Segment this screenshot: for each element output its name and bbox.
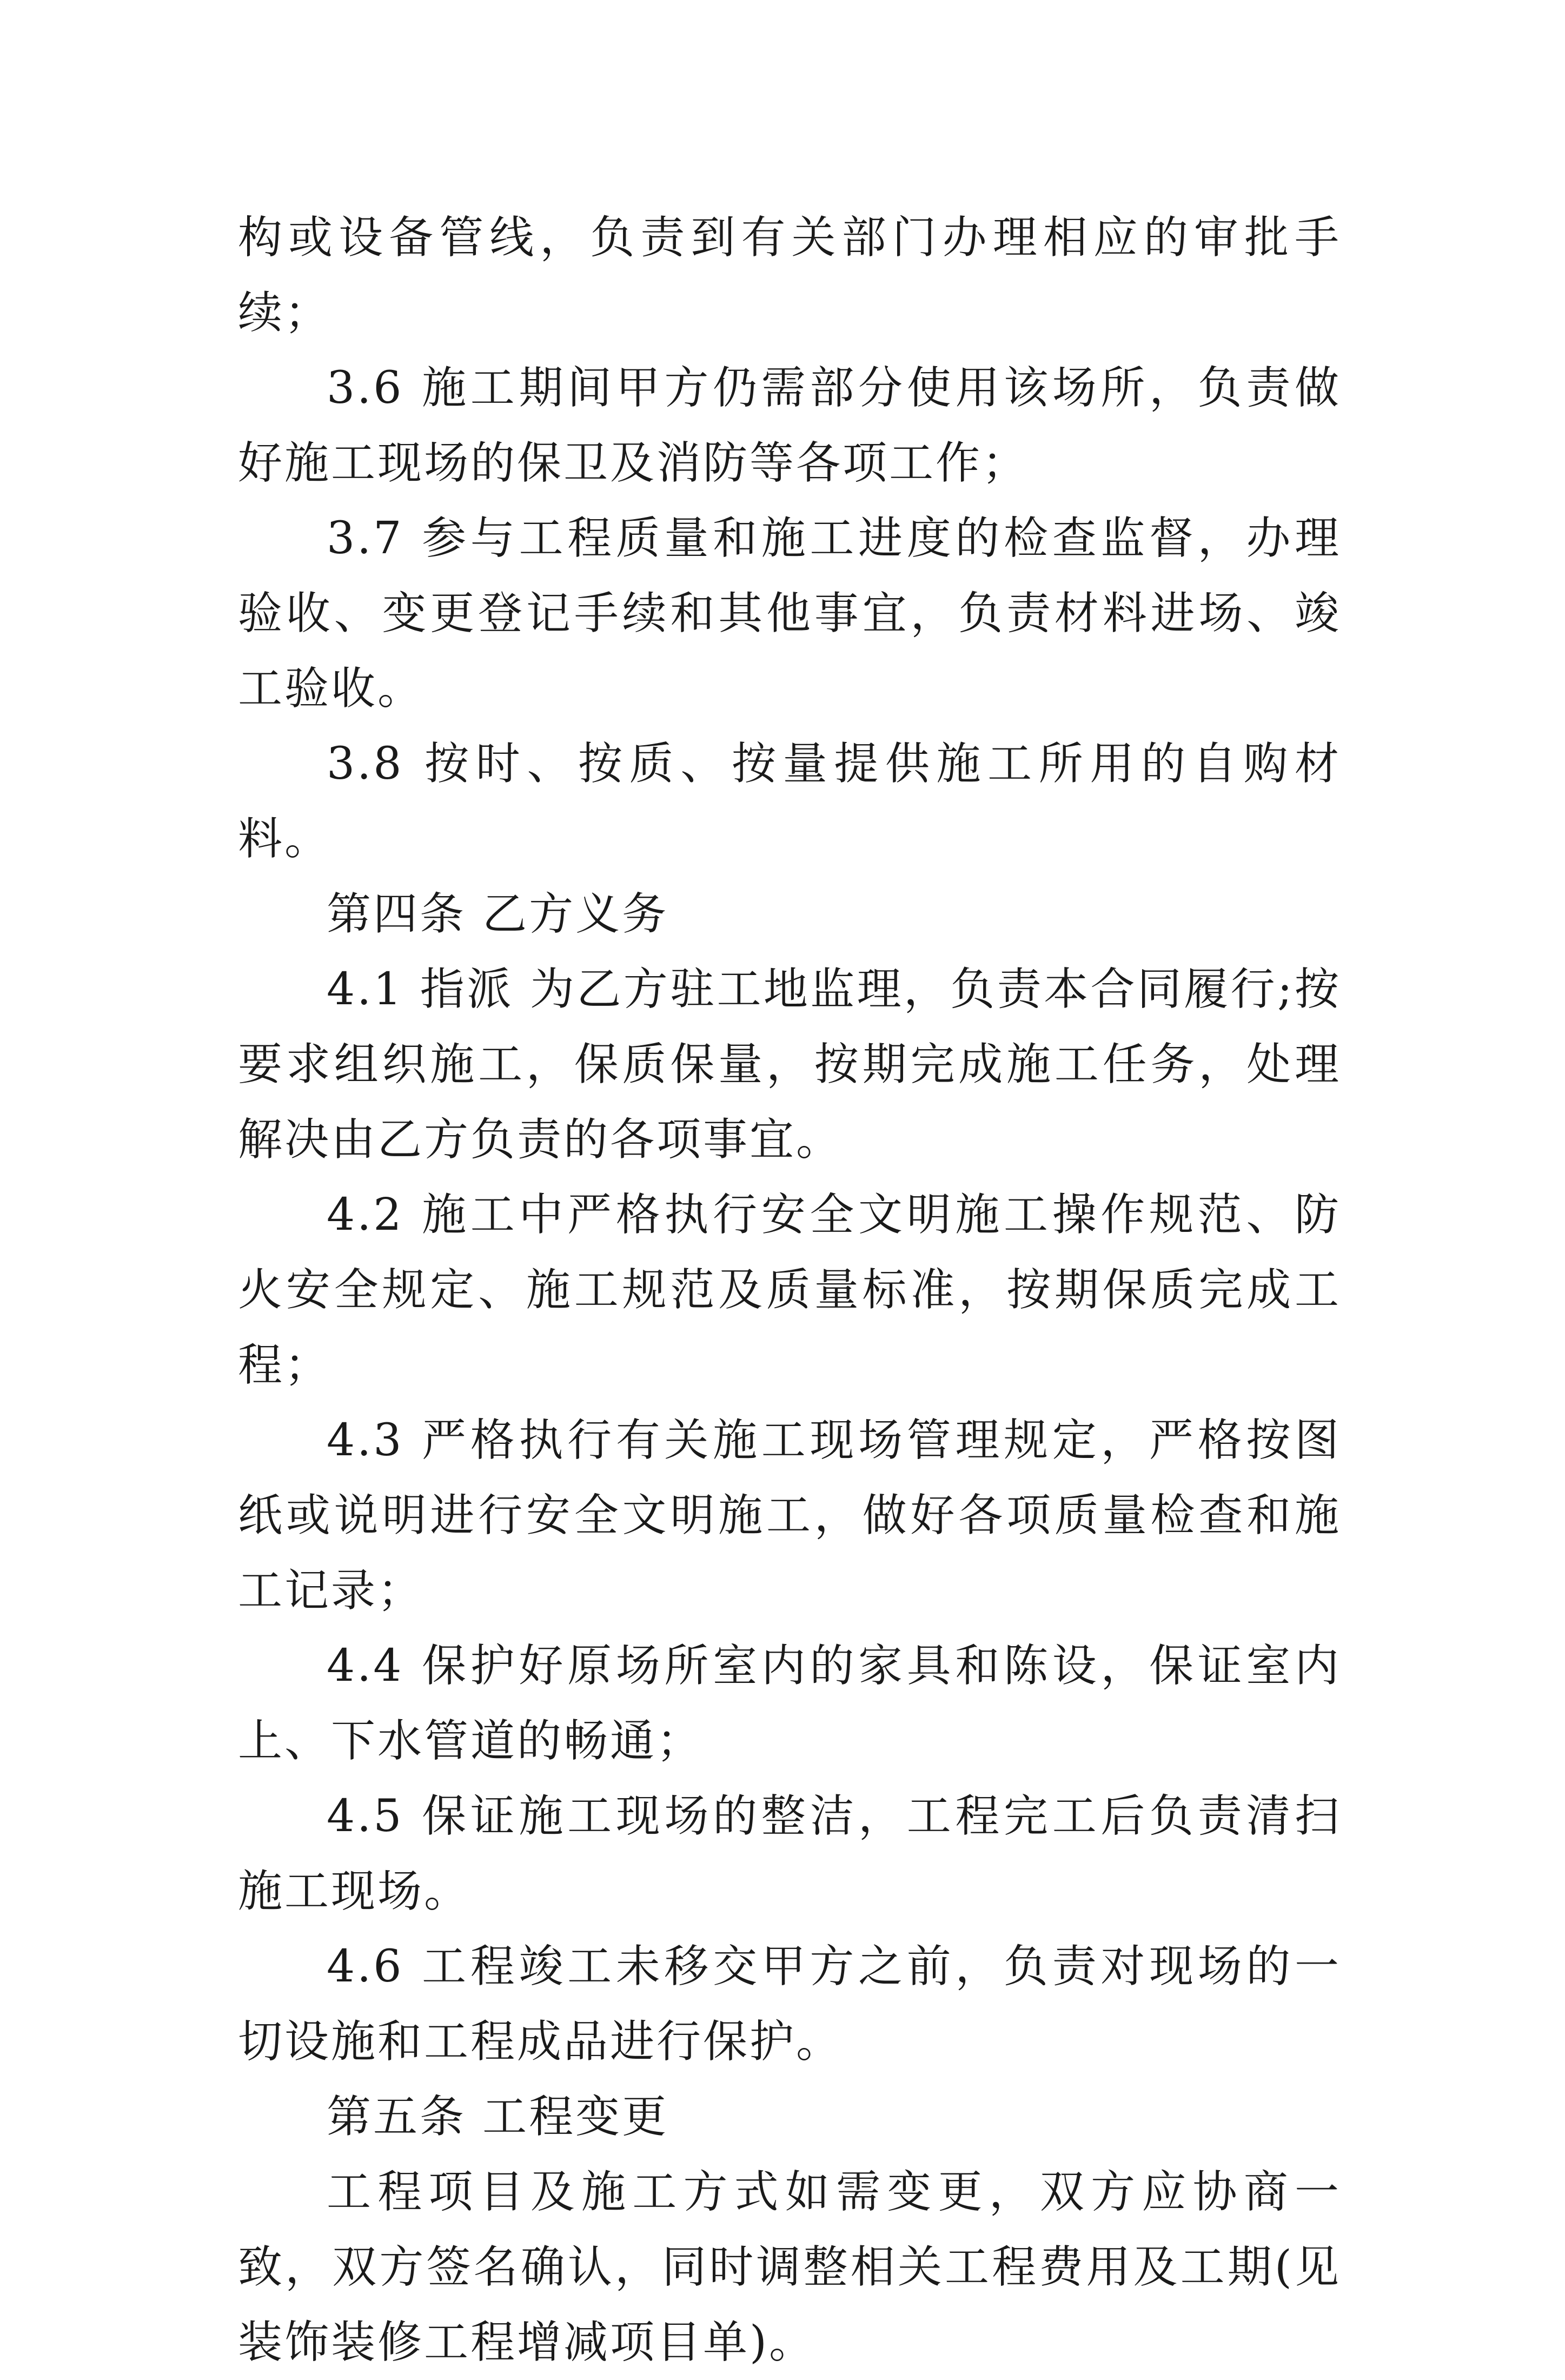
paragraph-continuation: 构或设备管线，负责到有关部门办理相应的审批手续； bbox=[238, 212, 1341, 339]
heading-article-4: 第四条 乙方义务 bbox=[327, 889, 669, 940]
paragraph-4-5: 4.5 保证施工现场的整洁，工程完工后负责清扫施工现场。 bbox=[238, 1791, 1341, 1917]
document-body bbox=[238, 200, 1341, 2380]
paragraph-4-2: 4.2 施工中严格执行安全文明施工操作规范、防火安全规定、施工规范及质量标准，按期保质完成工程； bbox=[238, 1189, 1341, 1391]
paragraph-3-6: 3.6 施工期间甲方仍需部分使用该场所，负责做好施工现场的保卫及消防等各项工作； bbox=[238, 362, 1341, 489]
paragraph-3-7: 3.7 参与工程质量和施工进度的检查监督，办理验收、变更登记手续和其他事宜，负责材料进场、竣工验收。 bbox=[238, 513, 1341, 714]
paragraph-4-6: 4.6 工程竣工未移交甲方之前，负责对现场的一切设施和工程成品进行保护。 bbox=[238, 1941, 1341, 2067]
heading-article-5: 第五条 工程变更 bbox=[327, 2091, 669, 2143]
paragraph-4-3: 4.3 严格执行有关施工现场管理规定，严格按图纸或说明进行安全文明施工，做好各项质量检查和施工记录； bbox=[238, 1415, 1341, 1616]
paragraph-3-8: 3.8 按时、按质、按量提供施工所用的自购材料。 bbox=[238, 738, 1341, 865]
paragraph-4-4: 4.4 保护好原场所室内的家具和陈设，保证室内上、下水管道的畅通； bbox=[238, 1640, 1341, 1767]
paragraph-article-5-body: 工程项目及施工方式如需变更，双方应协商一致，双方签名确认，同时调整相关工程费用及工期(见装饰装修工程增减项目单)。 bbox=[238, 2166, 1341, 2368]
paragraph-4-1: 4.1 指派 为乙方驻工地监理，负责本合同履行;按要求组织施工，保质保量，按期完成施工任务，处理解决由乙方负责的各项事宜。 bbox=[238, 964, 1341, 1165]
